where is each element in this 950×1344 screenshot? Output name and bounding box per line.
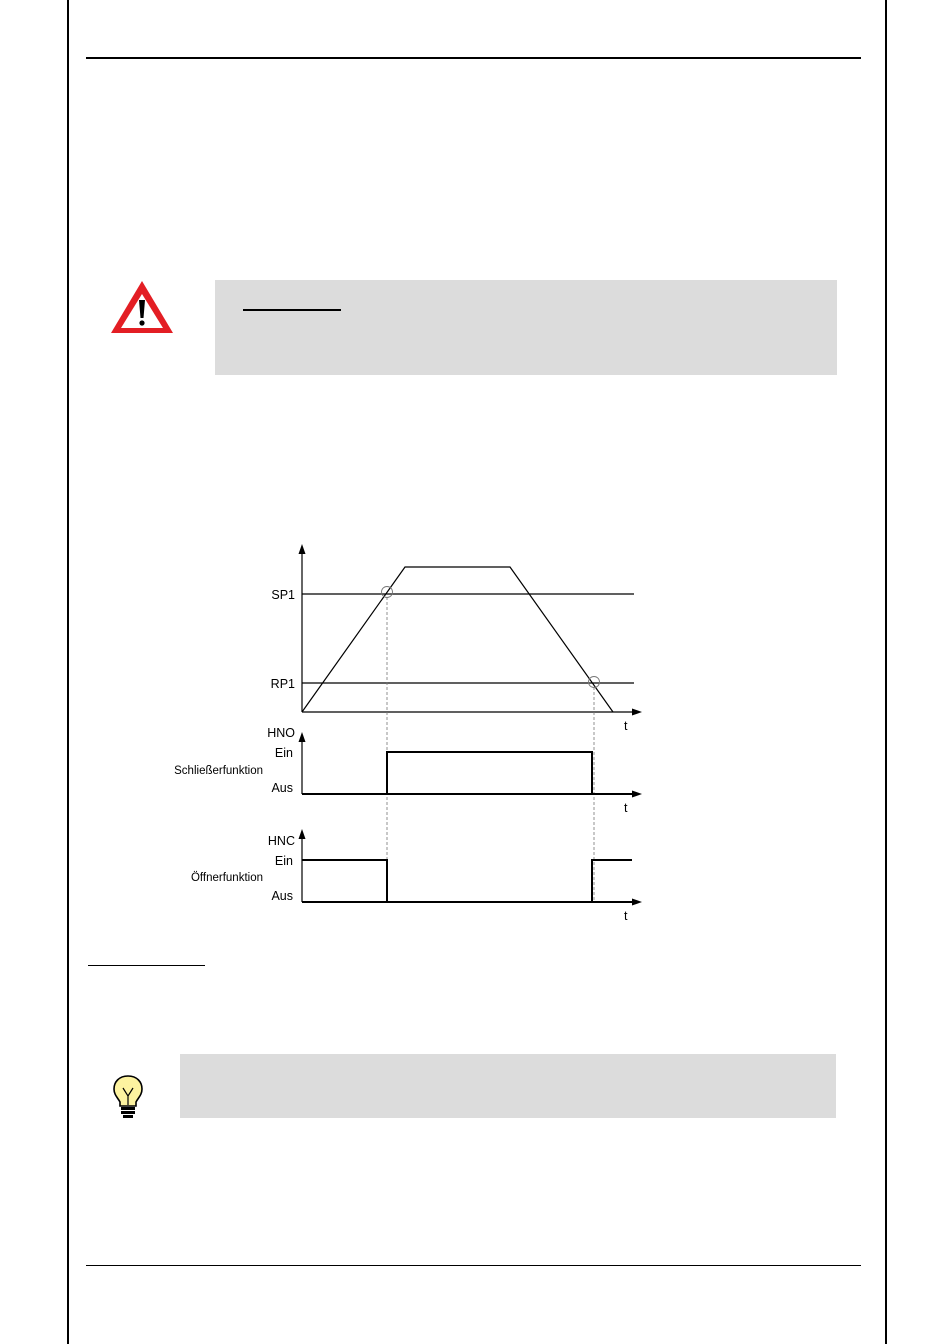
switching-diagram (150, 540, 650, 930)
hnc-signal-after (592, 860, 632, 902)
t-label-bottom: t (624, 909, 628, 923)
tip-box (180, 1054, 836, 1118)
hnc-x-arrow (632, 899, 642, 906)
hnc-y-arrow (299, 829, 306, 839)
hno-y-arrow (299, 732, 306, 742)
sp1-label: SP1 (271, 588, 295, 602)
hno-x-arrow (632, 791, 642, 798)
t-label-top: t (624, 719, 628, 733)
warning-triangle-icon (108, 278, 176, 336)
t-label-mid: t (624, 801, 628, 815)
hnc-signal-before (302, 860, 387, 902)
page-border-right (885, 0, 887, 1344)
hno-signal (387, 752, 592, 794)
header-rule (86, 57, 861, 59)
hno-off-label: Aus (271, 781, 293, 795)
hnc-on-label: Ein (274, 854, 293, 868)
warning-box (215, 280, 837, 375)
hnc-off-label: Aus (271, 889, 293, 903)
footer-rule (86, 1265, 861, 1266)
pressure-y-arrow (299, 544, 306, 554)
hnc-signal-label: HNC (267, 834, 295, 848)
pressure-x-arrow (632, 709, 642, 716)
rp1-label: RP1 (270, 677, 295, 691)
note-heading-underline (88, 965, 205, 966)
hno-function-label: Schließerfunktion (174, 765, 263, 777)
hno-signal-label: HNO (267, 726, 295, 740)
pressure-curve (302, 567, 613, 712)
lightbulb-icon (112, 1074, 144, 1120)
warning-title-underline (243, 309, 341, 311)
hnc-function-label: Öffnerfunktion (190, 872, 263, 884)
hno-on-label: Ein (274, 746, 293, 760)
page-border-left (67, 0, 69, 1344)
